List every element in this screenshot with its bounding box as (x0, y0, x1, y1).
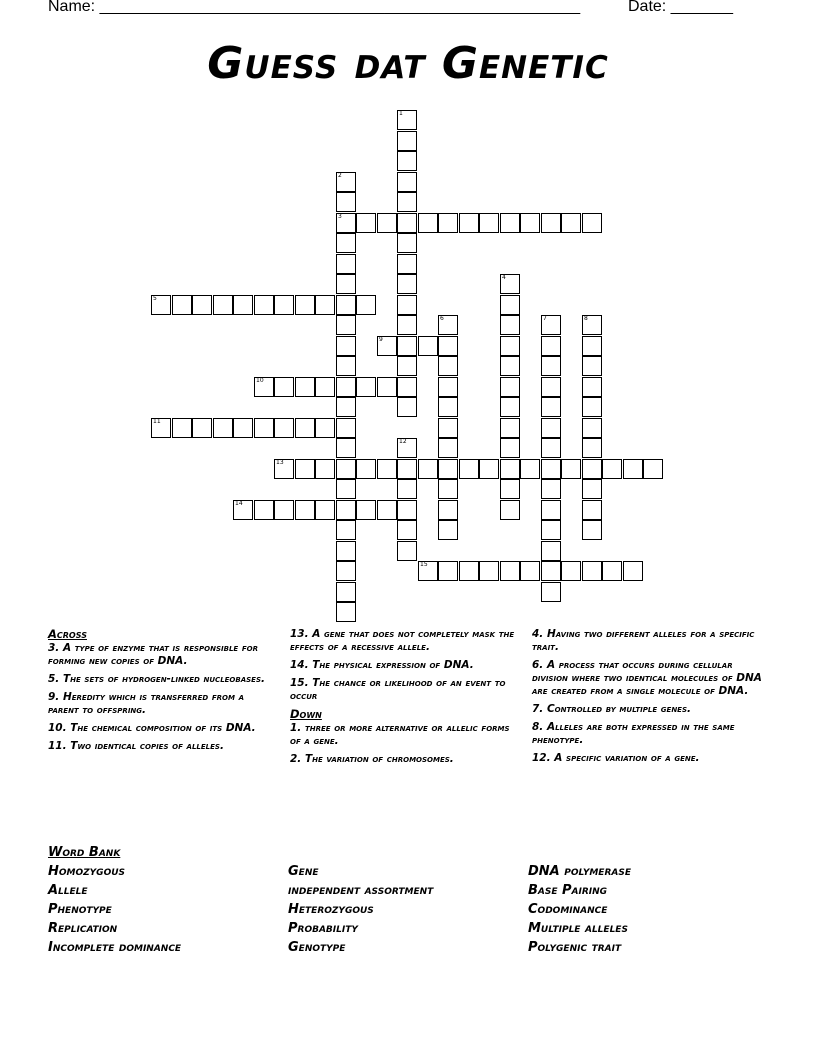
word-bank-column-1 (48, 843, 278, 957)
crossword-cell[interactable] (438, 377, 458, 397)
crossword-cell[interactable] (397, 479, 417, 499)
crossword-cell[interactable] (356, 213, 376, 233)
crossword-cell[interactable] (438, 520, 458, 540)
crossword-cell[interactable] (479, 561, 499, 581)
crossword-cell[interactable] (336, 520, 356, 540)
crossword-cell[interactable] (336, 356, 356, 376)
crossword-cell[interactable] (438, 397, 458, 417)
crossword-cell[interactable] (397, 131, 417, 151)
crossword-cell[interactable] (233, 295, 253, 315)
clue-down-12: 12. A specific variation of a gene. (532, 752, 700, 764)
clues-column-2 (290, 628, 515, 771)
clues-column-3 (532, 628, 772, 770)
crossword-cell[interactable] (274, 459, 294, 479)
crossword-cell[interactable] (459, 561, 479, 581)
crossword-cell[interactable] (500, 500, 520, 520)
crossword-cell[interactable] (500, 315, 520, 335)
crossword-cell[interactable] (274, 295, 294, 315)
crossword-cell[interactable] (295, 500, 315, 520)
clue-across-5: 5. The sets of hydrogen-linked nucleobases. (48, 673, 265, 685)
crossword-cell[interactable] (500, 336, 520, 356)
word-bank-heading: Word Bank (48, 845, 121, 860)
date-field-label: Date: _______ (628, 0, 733, 15)
down-heading: Down (290, 707, 322, 721)
crossword-cell[interactable] (336, 582, 356, 602)
crossword-cell[interactable] (397, 213, 417, 233)
crossword-cell[interactable] (418, 459, 438, 479)
crossword-cell[interactable] (397, 520, 417, 540)
name-field-label: Name: ______________________________________________________ (48, 0, 581, 15)
crossword-cell[interactable] (397, 397, 417, 417)
crossword-cell[interactable] (500, 295, 520, 315)
crossword-cell[interactable] (336, 233, 356, 253)
crossword-cell[interactable] (500, 438, 520, 458)
crossword-cell[interactable] (541, 397, 561, 417)
word-bank-item: Phenotype (48, 902, 112, 917)
cell-number: 6 (440, 315, 444, 322)
word-bank-item: DNA polymerase (528, 864, 631, 879)
crossword-cell[interactable] (541, 315, 561, 335)
crossword-cell[interactable] (315, 295, 335, 315)
clue-across-11: 11. Two identical copies of alleles. (48, 740, 224, 752)
crossword-cell[interactable] (397, 438, 417, 458)
crossword-cell[interactable] (582, 520, 602, 540)
crossword-cell[interactable] (336, 172, 356, 192)
clue-across-14: 14. The physical expression of DNA. (290, 659, 474, 671)
crossword-cell[interactable] (541, 582, 561, 602)
crossword-cell[interactable] (397, 233, 417, 253)
crossword-cell[interactable] (623, 561, 643, 581)
cell-number: 14 (235, 500, 243, 507)
crossword-cell[interactable] (582, 459, 602, 479)
crossword-cell[interactable] (274, 377, 294, 397)
crossword-cell[interactable] (541, 459, 561, 479)
crossword-cell[interactable] (643, 459, 663, 479)
cell-number: 2 (338, 172, 342, 179)
crossword-cell[interactable] (397, 254, 417, 274)
crossword-cell[interactable] (356, 377, 376, 397)
crossword-cell[interactable] (582, 377, 602, 397)
crossword-cell[interactable] (377, 500, 397, 520)
crossword-cell[interactable] (541, 520, 561, 540)
crossword-cell[interactable] (520, 459, 540, 479)
crossword-cell[interactable] (192, 295, 212, 315)
crossword-cell[interactable] (623, 459, 643, 479)
crossword-cell[interactable] (520, 561, 540, 581)
cell-number: 12 (399, 438, 407, 445)
crossword-cell[interactable] (500, 274, 520, 294)
cell-number: 4 (502, 274, 506, 281)
word-bank-item: independent assortment (288, 883, 434, 898)
page-title: Guess dat Genetic (207, 38, 609, 89)
crossword-cell[interactable] (336, 254, 356, 274)
crossword-cell[interactable] (336, 602, 356, 622)
crossword-cell[interactable] (315, 459, 335, 479)
crossword-cell[interactable] (541, 479, 561, 499)
crossword-cell[interactable] (438, 418, 458, 438)
word-bank-item: Heterozygous (288, 902, 374, 917)
clue-down-2: 2. The variation of chromosomes. (290, 753, 454, 765)
crossword-cell[interactable] (500, 459, 520, 479)
crossword-cell[interactable] (397, 295, 417, 315)
crossword-cell[interactable] (541, 500, 561, 520)
crossword-cell[interactable] (254, 418, 274, 438)
crossword-cell[interactable] (336, 213, 356, 233)
crossword-cell[interactable] (397, 377, 417, 397)
cell-number: 10 (256, 377, 264, 384)
crossword-cell[interactable] (561, 561, 581, 581)
crossword-cell[interactable] (418, 561, 438, 581)
cell-number: 9 (379, 336, 383, 343)
crossword-cell[interactable] (397, 110, 417, 130)
word-bank-item: Genotype (288, 940, 346, 955)
clue-across-13: 13. A gene that does not completely mask the effects of a recessive allele. (290, 628, 515, 653)
crossword-cell[interactable] (397, 459, 417, 479)
crossword-cell[interactable] (397, 151, 417, 171)
crossword-cell[interactable] (459, 213, 479, 233)
crossword-cell[interactable] (582, 500, 602, 520)
clue-down-8: 8. Alleles are both expressed in the same phenotype. (532, 721, 735, 746)
clue-down-4: 4. Having two different alleles for a specific trait. (532, 628, 755, 653)
crossword-cell[interactable] (233, 418, 253, 438)
crossword-cell[interactable] (336, 438, 356, 458)
cell-number: 13 (276, 459, 284, 466)
clue-across-3: 3. A type of enzyme that is responsible for forming new copies of DNA. (48, 642, 258, 667)
cell-number: 7 (543, 315, 547, 322)
crossword-cell[interactable] (315, 377, 335, 397)
crossword-cell[interactable] (336, 500, 356, 520)
crossword-cell[interactable] (561, 213, 581, 233)
crossword-cell[interactable] (336, 274, 356, 294)
crossword-cell[interactable] (438, 459, 458, 479)
crossword-cell[interactable] (541, 377, 561, 397)
crossword-cell[interactable] (479, 213, 499, 233)
crossword-cell[interactable] (213, 418, 233, 438)
cell-number: 15 (420, 561, 428, 568)
crossword-cell[interactable] (438, 500, 458, 520)
crossword-cell[interactable] (582, 336, 602, 356)
crossword-cell[interactable] (582, 561, 602, 581)
crossword-cell[interactable] (541, 541, 561, 561)
crossword-cell[interactable] (520, 213, 540, 233)
crossword-cell[interactable] (602, 459, 622, 479)
crossword-cell[interactable] (336, 377, 356, 397)
word-bank-item: Probability (288, 921, 358, 936)
crossword-cell[interactable] (438, 438, 458, 458)
crossword-cell[interactable] (336, 295, 356, 315)
cell-number: 1 (399, 110, 403, 117)
crossword-cell[interactable] (500, 418, 520, 438)
crossword-cell[interactable] (295, 459, 315, 479)
crossword-cell[interactable] (336, 541, 356, 561)
crossword-cell[interactable] (459, 459, 479, 479)
crossword-cell[interactable] (397, 274, 417, 294)
crossword-cell[interactable] (582, 418, 602, 438)
crossword-cell[interactable] (500, 213, 520, 233)
word-bank-column-2 (288, 862, 518, 957)
crossword-cell[interactable] (418, 336, 438, 356)
cell-number: 5 (153, 295, 157, 302)
crossword-cell[interactable] (541, 213, 561, 233)
crossword-cell[interactable] (500, 377, 520, 397)
crossword-cell[interactable] (438, 479, 458, 499)
crossword-cell[interactable] (397, 541, 417, 561)
clues-column-1 (48, 628, 268, 758)
crossword-cell[interactable] (561, 459, 581, 479)
clue-down-6: 6. A process that occurs during cellular division where two identical molecules of DNA are created from a single molecule of DNA. (532, 659, 762, 697)
crossword-cell[interactable] (336, 459, 356, 479)
crossword-cell[interactable] (500, 561, 520, 581)
crossword-cell[interactable] (500, 397, 520, 417)
crossword-cell[interactable] (151, 418, 171, 438)
crossword-cell[interactable] (582, 213, 602, 233)
word-bank-item: Allele (48, 883, 88, 898)
crossword-cell[interactable] (295, 377, 315, 397)
clue-across-9: 9. Heredity which is transferred from a parent to offspring. (48, 691, 244, 716)
crossword-cell[interactable] (438, 561, 458, 581)
crossword-cell[interactable] (233, 500, 253, 520)
crossword-cell[interactable] (295, 418, 315, 438)
crossword-cell[interactable] (500, 356, 520, 376)
crossword-cell[interactable] (336, 315, 356, 335)
word-bank-item: Gene (288, 864, 319, 879)
crossword-cell[interactable] (602, 561, 622, 581)
crossword-cell[interactable] (438, 213, 458, 233)
crossword-cell[interactable] (479, 459, 499, 479)
crossword-cell[interactable] (274, 500, 294, 520)
crossword-cell[interactable] (582, 438, 602, 458)
crossword-cell[interactable] (151, 295, 171, 315)
across-heading: Across (48, 627, 87, 641)
crossword-cell[interactable] (213, 295, 233, 315)
crossword-cell[interactable] (541, 561, 561, 581)
word-bank-item: Base Pairing (528, 883, 608, 898)
crossword-cell[interactable] (254, 377, 274, 397)
crossword-cell[interactable] (356, 459, 376, 479)
crossword-cell[interactable] (397, 192, 417, 212)
crossword-cell[interactable] (397, 500, 417, 520)
crossword-cell[interactable] (438, 315, 458, 335)
crossword-cell[interactable] (172, 418, 192, 438)
crossword-cell[interactable] (336, 192, 356, 212)
crossword-cell[interactable] (582, 479, 602, 499)
crossword-cell[interactable] (336, 479, 356, 499)
crossword-cell[interactable] (377, 377, 397, 397)
crossword-cell[interactable] (582, 356, 602, 376)
crossword-cell[interactable] (500, 479, 520, 499)
clue-across-10: 10. The chemical composition of its DNA. (48, 722, 256, 734)
word-bank-item: Incomplete dominance (48, 940, 182, 955)
crossword-cell[interactable] (172, 295, 192, 315)
crossword-cell[interactable] (438, 336, 458, 356)
crossword-cell[interactable] (254, 500, 274, 520)
cell-number: 3 (338, 213, 342, 220)
word-bank-item: Multiple alleles (528, 921, 628, 936)
crossword-cell[interactable] (397, 336, 417, 356)
crossword-cell[interactable] (254, 295, 274, 315)
crossword-cell[interactable] (541, 356, 561, 376)
word-bank-item: Codominance (528, 902, 608, 917)
word-bank-item: Replication (48, 921, 118, 936)
crossword-cell[interactable] (356, 295, 376, 315)
crossword-cell[interactable] (582, 397, 602, 417)
crossword-cell[interactable] (541, 336, 561, 356)
crossword-cell[interactable] (541, 438, 561, 458)
crossword-cell[interactable] (377, 459, 397, 479)
cell-number: 8 (584, 315, 588, 322)
clue-across-15: 15. The chance or likelihood of an event to occur (290, 677, 506, 702)
crossword-cell[interactable] (336, 397, 356, 417)
crossword-cell[interactable] (377, 336, 397, 356)
word-bank-item: Polygenic trait (528, 940, 622, 955)
crossword-cell[interactable] (192, 418, 212, 438)
cell-number: 11 (153, 418, 161, 425)
crossword-cell[interactable] (356, 500, 376, 520)
word-bank-column-3 (528, 862, 768, 957)
crossword-cell[interactable] (295, 295, 315, 315)
crossword-cell[interactable] (274, 418, 294, 438)
crossword-cell[interactable] (336, 418, 356, 438)
crossword-cell[interactable] (336, 561, 356, 581)
crossword-cell[interactable] (377, 213, 397, 233)
crossword-cell[interactable] (315, 500, 335, 520)
crossword-cell[interactable] (397, 315, 417, 335)
clue-down-1: 1. three or more alternative or allelic forms of a gene. (290, 722, 510, 747)
crossword-cell[interactable] (397, 172, 417, 192)
crossword-cell[interactable] (315, 418, 335, 438)
crossword-cell[interactable] (541, 418, 561, 438)
crossword-cell[interactable] (418, 213, 438, 233)
crossword-cell[interactable] (397, 356, 417, 376)
crossword-cell[interactable] (582, 315, 602, 335)
clue-down-7: 7. Controlled by multiple genes. (532, 703, 691, 715)
word-bank-item: Homozygous (48, 864, 126, 879)
crossword-cell[interactable] (438, 356, 458, 376)
crossword-cell[interactable] (336, 336, 356, 356)
